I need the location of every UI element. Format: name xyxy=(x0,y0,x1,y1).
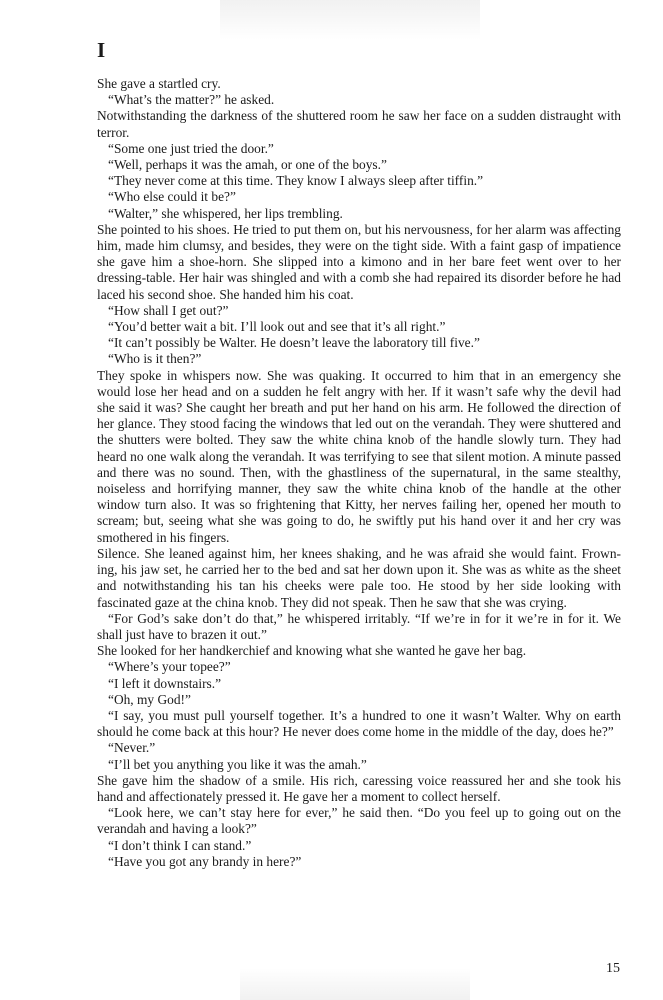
paragraph: “You’d better wait a bit. I’ll look out and see that it’s all right.” xyxy=(108,319,446,335)
paragraph: “Some one just tried the door.” xyxy=(108,140,274,156)
paragraph: Silence. She leaned against him, her knees shaking, and he was afraid she would faint. Frown-ing, his jaw set, he carried her to the bed and sat her down upon it. She was as white as the sheet and notwithstanding his tan his cheeks were pale too. He stood by her side looking with fascinated gaze at the china knob. They did not speak. Then he saw that she was crying. xyxy=(97,545,621,610)
paragraph: “They never come at this time. They know I always sleep after tiffin.” xyxy=(108,173,484,189)
paragraph: “What’s the matter?” he asked. xyxy=(108,92,275,108)
paragraph: She gave a startled cry. xyxy=(97,76,221,91)
paragraph: “Who is it then?” xyxy=(108,351,202,367)
paragraph: “It can’t possibly be Walter. He doesn’t leave the laboratory till five.” xyxy=(108,335,480,351)
body-text xyxy=(97,76,621,870)
paragraph: “I say, you must pull yourself together. It’s a hundred to one it wasn’t Walter. Why on earth should he come back at this hour? He never does come home in the middle of the day, does he?” xyxy=(97,707,621,740)
scan-shadow-top xyxy=(220,0,480,40)
paragraph: “For God’s sake don’t do that,” he whispered irritably. “If we’re in for it we’re in for it. We shall just have to brazen it out.” xyxy=(97,610,621,642)
paragraph: “I don’t think I can stand.” xyxy=(108,837,252,853)
paragraph: “Well, perhaps it was the amah, or one of the boys.” xyxy=(108,157,387,173)
paragraph: “I left it downstairs.” xyxy=(108,675,222,691)
paragraph: She looked for her handkerchief and knowing what she wanted he gave her bag. xyxy=(97,643,527,659)
paragraph: She gave him the shadow of a smile. His rich, caressing voice reassured her and she took his hand and affectionately pressed it. He gave her a moment to collect herself. xyxy=(97,772,621,804)
paragraph: They spoke in whispers now. She was quaking. It occurred to him that in an emergency she would lose her head and on a sudden he felt angry with her. If it wasn’t safe why the devil had she said it was? She caught her breath and put her hand on his arm. He followed the direction of her glance. They stood facing the windows that led out on the verandah. They were shuttered and the shutters were bolted. They saw the white china knob of the handle slowly turn. They had heard no one walk along the verandah. It was terrifying to see that silent motion. A minute passed and there was no sound. Then, with the ghastliness of the supernatural, in the same stealthy, noiseless and horrifying manner, they saw the white china knob of the handle at the other window turn also. It was so frightening that Kitty, her nerves failing her, opened her mouth to scream; but, seeing what she was going to do, he swiftly put his hand over it and her cry was smothered in his fingers. xyxy=(97,367,621,545)
paragraph: “Have you got any brandy in here?” xyxy=(108,853,302,869)
paragraph: “Never.” xyxy=(108,740,156,756)
paragraph: “I’ll bet you anything you like it was the amah.” xyxy=(108,756,367,772)
paragraph: “How shall I get out?” xyxy=(108,302,229,318)
paragraph: Notwithstanding the darkness of the shuttered room he saw her face on a sudden distraught with terror. xyxy=(97,108,621,140)
page-number: 15 xyxy=(606,961,620,976)
paragraph: “Look here, we can’t stay here for ever,” he said then. “Do you feel up to going out on the verandah and having a look?” xyxy=(97,805,621,837)
paragraph: She pointed to his shoes. He tried to put them on, but his nervousness, for her alarm was affecting him, made him clumsy, and besides, they were on the tight side. With a faint gasp of impatience she gave him a shoe-horn. She slipped into a kimono and in her bare feet went over to her dressing-table. Her hair was shingled and with a comb she had repaired its disorder before he had laced his second shoe. She handed him his coat. xyxy=(97,221,621,302)
paragraph: “Walter,” she whispered, her lips trembling. xyxy=(108,205,343,221)
paragraph: “Who else could it be?” xyxy=(108,189,236,205)
paragraph: “Where’s your topee?” xyxy=(108,659,231,675)
chapter-heading: I xyxy=(97,38,106,62)
scan-shadow-bottom xyxy=(240,968,470,1000)
paragraph: “Oh, my God!” xyxy=(108,691,191,707)
